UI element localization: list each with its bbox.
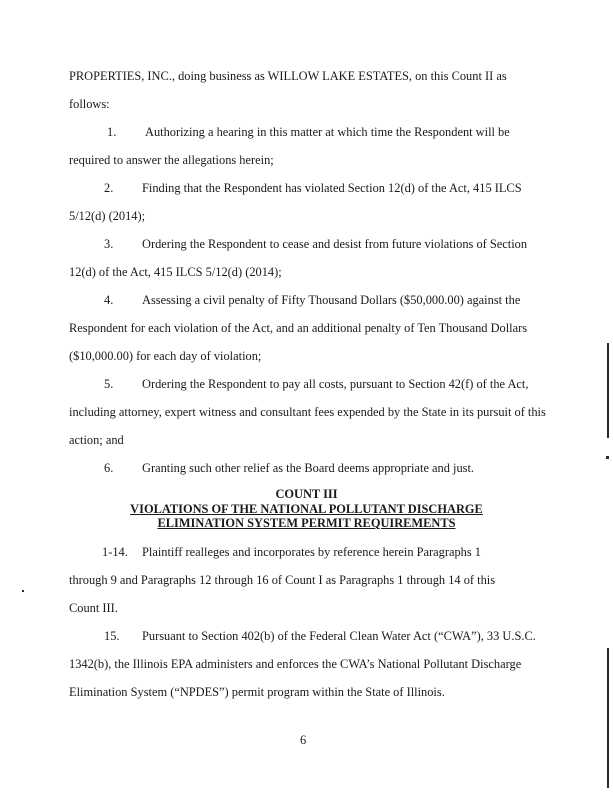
prayer-item-number: 1. [107, 125, 117, 139]
prayer-item-text: 5/12(d) (2014); [69, 209, 146, 223]
prayer-item-text: 12(d) of the Act, 415 ILCS 5/12(d) (2014); [69, 265, 282, 279]
scan-edge-mark [606, 456, 609, 459]
prayer-item-text: including attorney, expert witness and consultant fees expended by the State in its pursuit of this [69, 405, 546, 419]
page-number: 6 [300, 733, 307, 747]
paragraph-text: Plaintiff realleges and incorporates by reference herein Paragraphs 1 [142, 545, 481, 559]
prayer-item-number: 2. [104, 181, 114, 195]
paragraph-text: through 9 and Paragraphs 12 through 16 of Count I as Paragraphs 1 through 14 of this [69, 573, 496, 587]
prayer-item-text: Assessing a civil penalty of Fifty Thousand Dollars ($50,000.00) against the [142, 293, 521, 307]
count-subtitle: ELIMINATION SYSTEM PERMIT REQUIREMENTS [157, 516, 456, 530]
scan-edge-mark [22, 590, 24, 592]
prayer-item-number: 5. [104, 377, 114, 391]
prayer-item-number: 3. [104, 237, 114, 251]
prayer-item-number: 6. [104, 461, 114, 475]
prayer-item-text: action; and [69, 433, 124, 447]
prayer-item-text: Respondent for each violation of the Act, and an additional penalty of Ten Thousand Dollars [69, 321, 528, 335]
paragraph-number: 15. [104, 629, 120, 643]
prayer-item-text: Ordering the Respondent to pay all costs, pursuant to Section 42(f) of the Act, [142, 377, 529, 391]
intro-line: PROPERTIES, INC., doing business as WILLOW LAKE ESTATES, on this Count II as [69, 69, 507, 83]
prayer-item-number: 4. [104, 293, 114, 307]
scan-edge-mark [607, 343, 609, 438]
paragraph-text: Count III. [69, 601, 118, 615]
paragraph-text: Elimination System (“NPDES”) permit program within the State of Illinois. [69, 685, 445, 699]
paragraph-text: Pursuant to Section 402(b) of the Federal Clean Water Act (“CWA”), 33 U.S.C. [142, 629, 536, 643]
scan-edge-mark [607, 648, 609, 788]
prayer-item-text: Granting such other relief as the Board deems appropriate and just. [142, 461, 475, 475]
count-subtitle: VIOLATIONS OF THE NATIONAL POLLUTANT DISCHARGE [130, 502, 483, 516]
prayer-item-text: required to answer the allegations herein; [69, 153, 274, 167]
prayer-item-text: Authorizing a hearing in this matter at which time the Respondent will be [145, 125, 510, 139]
count-title: COUNT III [275, 487, 338, 501]
prayer-item-text: Finding that the Respondent has violated Section 12(d) of the Act, 415 ILCS [142, 181, 522, 195]
paragraph-number: 1-14. [102, 545, 128, 559]
prayer-item-text: ($10,000.00) for each day of violation; [69, 349, 262, 363]
paragraph-text: 1342(b), the Illinois EPA administers and enforces the CWA’s National Pollutant Discharge [69, 657, 522, 671]
intro-line: follows: [69, 97, 110, 111]
prayer-item-text: Ordering the Respondent to cease and desist from future violations of Section [142, 237, 528, 251]
